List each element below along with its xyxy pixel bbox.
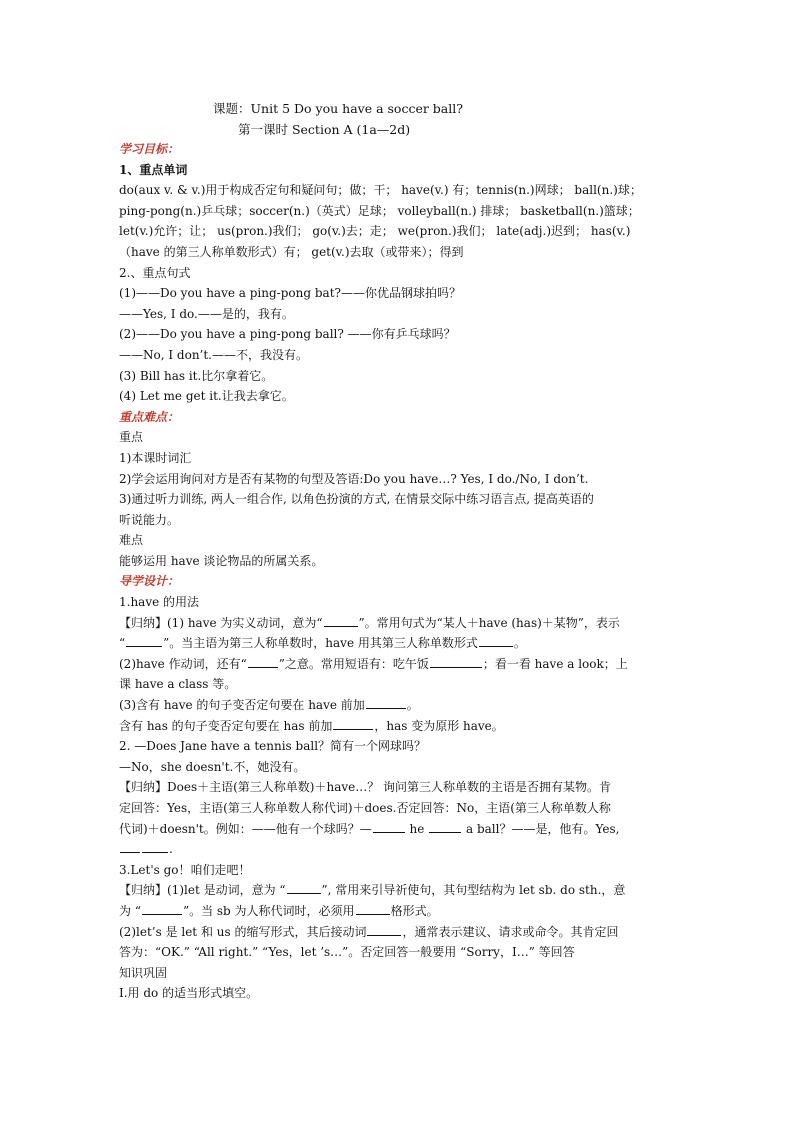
answer-blank[interactable] bbox=[429, 820, 461, 833]
answer-blank[interactable] bbox=[479, 634, 513, 647]
design-line: (2)have 作动词，还有“ ”之意。常用短语有：吃午饭 ；看一看 have a look；上 bbox=[119, 656, 628, 671]
lesson-title: 课题：Unit 5 Do you have a soccer ball? bbox=[213, 101, 463, 116]
vocab-line: （have 的第三人称单数形式）有； get(v.)去取（或带来）；得到 bbox=[119, 244, 464, 259]
difficulty-line: 重点 bbox=[119, 430, 144, 445]
design-line: 3.Let's go！咱们走吧！ bbox=[119, 862, 251, 877]
answer-blank[interactable] bbox=[430, 655, 482, 668]
sentence-line: (1)——Do you have a ping-pong bat?——你优品钢球拍吗？ bbox=[119, 286, 461, 301]
vocab-line: do(aux v. & v.)用于构成否定句和疑问句；做；干； have(v.) 有；tennis(n.)网球； ball(n.)球； bbox=[119, 183, 642, 198]
lesson-subtitle: 第一课时 Section A (1a—2d) bbox=[238, 122, 411, 137]
difficulty-line: 3)通过听力训练, 两人一组合作, 以角色扮演的方式, 在情景交际中练习语言点, 提高英语的 bbox=[119, 492, 594, 507]
design-line: 2. —Does Jane have a tennis ball？简有一个网球吗？ bbox=[119, 739, 427, 754]
design-line: 知识巩固 bbox=[119, 965, 168, 980]
sentence-line: ——Yes, I do.——是的，我有。 bbox=[119, 306, 294, 321]
design-line: 为 “ ”。当 sb 为人称代词时，必须用 格形式。 bbox=[119, 903, 439, 918]
vocab-line: let(v.)允许；让； us(pron.)我们； go(v.)去；走； we(pron.)我们； late(adj.)迟到； has(v.) bbox=[119, 224, 631, 239]
design-line: (2)let’s 是 let 和 us 的缩写形式，其后接动词 ，通常表示建议、请求或命令。其肯定回 bbox=[119, 924, 619, 939]
design-heading: 导学设计： bbox=[119, 574, 180, 589]
answer-blank[interactable] bbox=[356, 902, 390, 915]
design-line: “ ”。当主语为第三人称单数时，have 用其第三人称单数形式 。 bbox=[119, 636, 526, 651]
answer-blank[interactable] bbox=[120, 840, 140, 853]
answer-blank[interactable] bbox=[373, 820, 405, 833]
answer-blank[interactable] bbox=[367, 923, 401, 936]
vocab-heading: 1、重点单词 bbox=[119, 162, 188, 177]
answer-blank[interactable] bbox=[324, 614, 358, 627]
sentence-line: ——No, I don’t.——不，我没有。 bbox=[119, 347, 308, 362]
design-line: 【归纳】(1) have 为实义动词，意为“ ”。常用句式为“某人＋have (has)＋某物”，表示 bbox=[119, 615, 620, 630]
answer-blank[interactable] bbox=[287, 881, 321, 894]
answer-blank[interactable] bbox=[142, 840, 168, 853]
design-line: 1.have 的用法 bbox=[119, 595, 200, 610]
objectives-heading: 学习目标： bbox=[119, 142, 180, 156]
answer-blank[interactable] bbox=[248, 655, 278, 668]
vocab-line: ping-pong(n.)乒乓球；soccer(n.)（英式）足球； volleyball(n.) 排球； basketball(n.)篮球； bbox=[119, 203, 640, 218]
design-line: 定回答：Yes，主语(第三人称单数人称代词)＋does.否定回答：No，主语(第三人称单数人称 bbox=[119, 801, 611, 815]
answer-blank[interactable] bbox=[126, 634, 162, 647]
difficulty-line: 2)学会运用询问对方是否有某物的句型及答语:Do you have…? Yes, I do./No, I don’t. bbox=[119, 471, 589, 486]
design-line: (3)含有 have 的句子变否定句要在 have 前加 。 bbox=[119, 698, 419, 713]
design-line: 课 have a class 等。 bbox=[119, 677, 237, 692]
difficulty-heading: 重点难点： bbox=[119, 409, 180, 424]
design-line: Ⅰ.用 do 的适当形式填空。 bbox=[119, 986, 259, 1001]
design-line: 【归纳】(1)let 是动词，意为 “ ”, 常用来引导祈使句，其句型结构为 let sb. do sth.，意 bbox=[119, 883, 626, 898]
design-line: 【归纳】Does＋主语(第三人称单数)＋have…？ 询问第三人称单数的主语是否拥有某物。肯 bbox=[119, 780, 612, 795]
design-line: 答为：“OK.” “All right.” “Yes，let ’s…”。否定回答一般要用 “Sorry，I…” 等回答 bbox=[119, 945, 575, 960]
sentence-line: (4) Let me get it.让我去拿它。 bbox=[119, 389, 294, 404]
answer-blank[interactable] bbox=[366, 696, 406, 709]
answer-blank[interactable] bbox=[142, 902, 182, 915]
sentence-line: (2)——Do you have a ping-pong ball? ——你有乒乓球吗？ bbox=[119, 327, 456, 342]
design-line: . bbox=[119, 839, 679, 860]
design-line: 代词)＋doesn't。例如：——他有一个球吗？— he a ball？——是，他有。Yes, bbox=[119, 821, 620, 836]
design-line: —No，she doesn't.不，她没有。 bbox=[119, 759, 306, 774]
design-line: 含有 has 的句子变否定句要在 has 前加 ，has 变为原形 have。 bbox=[119, 718, 504, 733]
answer-blank[interactable] bbox=[333, 717, 373, 730]
difficulty-line: 1)本课时词汇 bbox=[119, 450, 192, 465]
difficulty-line: 难点 bbox=[119, 533, 144, 548]
difficulty-line: 听说能力。 bbox=[119, 512, 180, 527]
sentences-heading: 2.、重点句式 bbox=[119, 265, 191, 280]
sentence-line: (3) Bill has it.比尔拿着它。 bbox=[119, 368, 274, 383]
content-block bbox=[119, 139, 679, 1004]
difficulty-line: 能够运用 have 谈论物品的所属关系。 bbox=[119, 553, 324, 568]
